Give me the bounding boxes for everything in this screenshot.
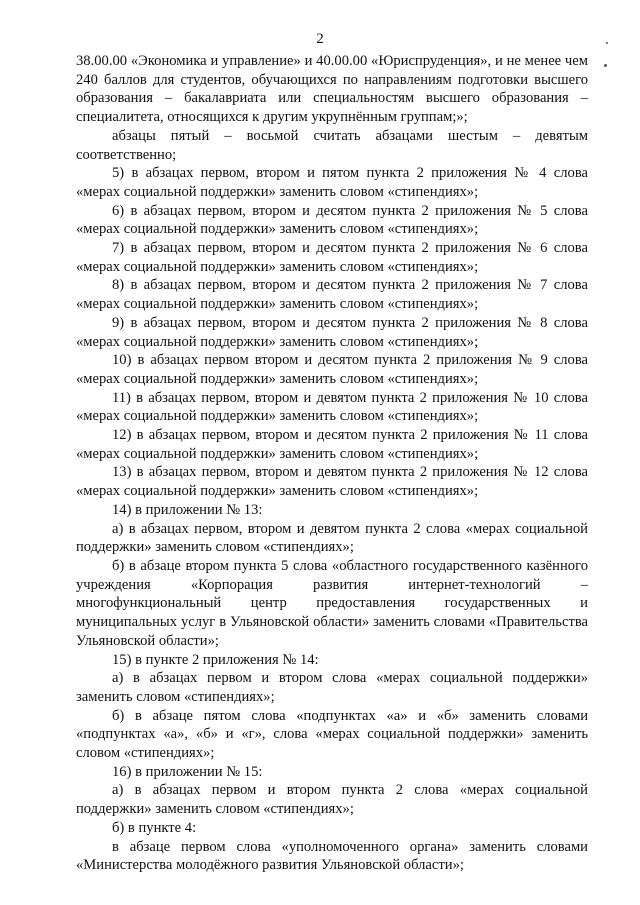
paragraph: а) в абзацах первом и втором пункта 2 слова «мерах социальной поддержки» заменить словом «стипендиях»; — [76, 782, 588, 818]
paragraph: в абзаце первом слова «уполномоченного органа» заменить словами «Министерства молодёжного развития Ульяновской области»; — [76, 838, 588, 874]
paragraph: 38.00.00 «Экономика и управление» и 40.00.00 «Юриспруденция», и не менее чем 240 баллов для студентов, обучающихся по направлениям подготовки высшего образования – бакалавриата или специальностям высшего образования – специалитета, относящихся к другим укрупнённым группам;»; — [76, 53, 588, 126]
paragraph: 15) в пункте 2 приложения № 14: — [112, 651, 319, 668]
paragraph: 11) в абзацах первом, втором и девятом пункта 2 приложения № 10 слова «мерах социальной поддержки» заменить словом «стипендиях»; — [76, 389, 588, 425]
paragraph: 7) в абзацах первом, втором и десятом пункта 2 приложения № 6 слова «мерах социальной поддержки» заменить словом «стипендиях»; — [76, 240, 588, 275]
page-number: 2 — [316, 31, 324, 47]
paragraph: 10) в абзацах первом втором и десятом пункта 2 приложения № 9 слова «мерах социальной поддержки» заменить словом «стипендиях»; — [76, 352, 588, 387]
paragraph: 16) в приложении № 15: — [112, 763, 263, 780]
paragraph: 9) в абзацах первом, втором и десятом пункта 2 приложения № 8 слова «мерах социальной поддержки» заменить словом «стипендиях»; — [76, 314, 588, 350]
paragraph: абзацы пятый – восьмой считать абзацами шестым – девятым соответственно; — [76, 127, 588, 163]
scan-speck — [606, 42, 608, 44]
paragraph: 12) в абзацах первом, втором и десятом пункта 2 приложения № 11 слова «мерах социальной поддержки» заменить словом «стипендиях»; — [76, 427, 588, 462]
scan-speck — [604, 64, 607, 67]
paragraph: б) в пункте 4: — [112, 819, 197, 836]
paragraph: 13) в абзацах первом, втором и девятом пункта 2 приложения № 12 слова «мерах социальной поддержки» заменить словом «стипендиях»; — [76, 464, 588, 500]
paragraph: 6) в абзацах первом, втором и десятом пункта 2 приложения № 5 слова «мерах социальной поддержки» заменить словом «стипендиях»; — [76, 202, 588, 238]
document-body — [76, 52, 588, 875]
paragraph: 14) в приложении № 13: — [112, 501, 263, 518]
paragraph: 5) в абзацах первом, втором и пятом пункта 2 приложения № 4 слова «мерах социальной поддержки» заменить словом «стипендиях»; — [76, 165, 588, 200]
paragraph: а) в абзацах первом и втором слова «мерах социальной поддержки» заменить словом «стипендиях»; — [76, 670, 588, 705]
paragraph: б) в абзаце пятом слова «подпунктах «а» и «б» заменить словами «подпунктах «а», «б» и «г», слова «мерах социальной поддержки» заменить словом «стипендиях»; — [76, 707, 588, 762]
paragraph: а) в абзацах первом, втором и девятом пункта 2 слова «мерах социальной поддержки» заменить словом «стипендиях»; — [76, 520, 588, 556]
paragraph: б) в абзаце втором пункта 5 слова «областного государственного казённого учреждения «Корпорация развития интернет-технологий – многофункциональный центр предоставления государственных и муниципальных услуг в Ульяновской области» заменить словами «Правительства Ульяновской области»; — [76, 557, 588, 649]
paragraph: 8) в абзацах первом, втором и десятом пункта 2 приложения № 7 слова «мерах социальной поддержки» заменить словом «стипендиях»; — [76, 277, 588, 313]
